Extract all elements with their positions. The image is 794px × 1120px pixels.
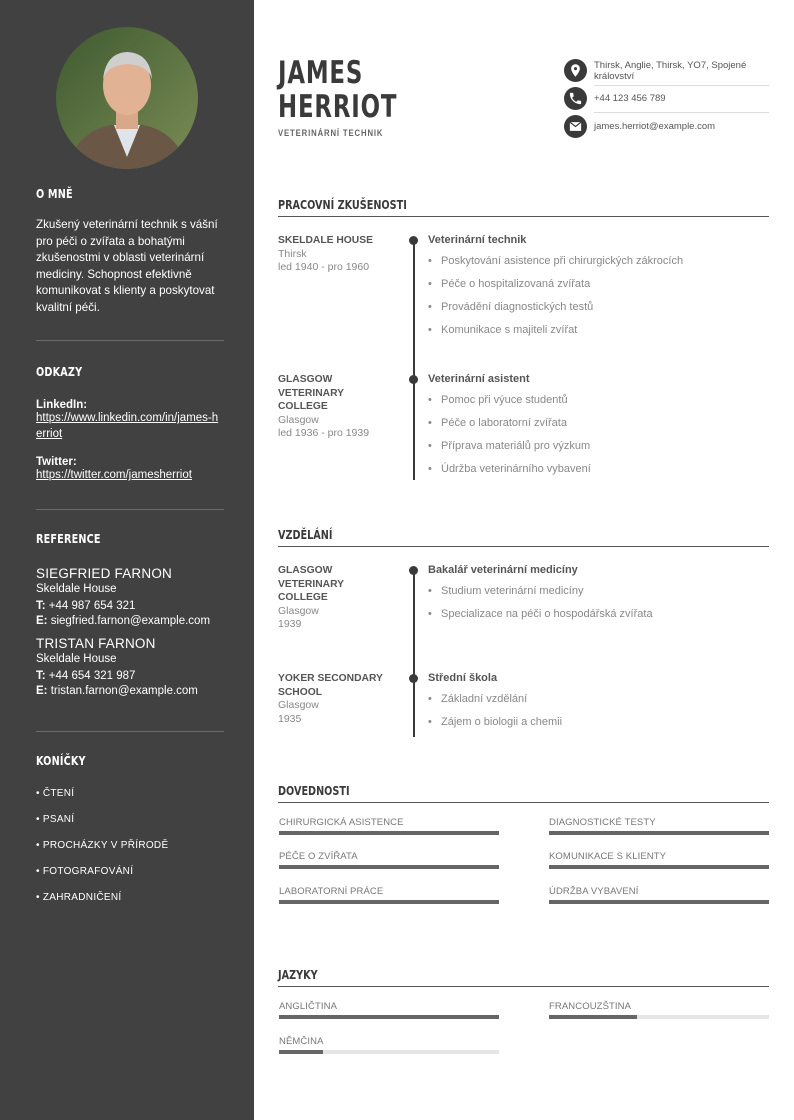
- skill-label: DIAGNOSTICKÉ TESTY: [549, 817, 656, 828]
- list-item: • Pomoc při výuce studentů: [428, 393, 591, 416]
- about-title: O MNĚ: [36, 186, 73, 201]
- twitter-link[interactable]: https://twitter.com/jamesherriot: [36, 469, 192, 481]
- envelope-icon: [564, 115, 587, 138]
- organization-location: Glasgow: [278, 604, 319, 617]
- divider: [36, 340, 224, 341]
- organization-location: Glasgow: [278, 699, 319, 711]
- reference-company: Skeldale House: [36, 583, 117, 595]
- section-rule: [278, 546, 769, 547]
- list-item: • Provádění diagnostických testů: [428, 300, 683, 323]
- skill-bar: [279, 900, 499, 904]
- language-item: [549, 1001, 769, 1012]
- skill-bar: [549, 865, 769, 869]
- skill-bar: [279, 865, 499, 869]
- organization-name: GLASGOW VETERINARY COLLEGE: [278, 374, 344, 412]
- reference-name: TRISTAN FARNON: [36, 636, 156, 651]
- list-item: • Studium veterinární medicíny: [428, 584, 653, 607]
- about-text: Zkušený veterinární technik s vášní pro péči o zvířata a bohatými zkušenostmi v oblasti veterinární mediciny. Schopnost efektivně komunikovat s klienty a poskytovat kvalitní péči.: [36, 218, 218, 314]
- skill-item: [279, 886, 499, 897]
- link-label: Twitter:: [36, 456, 77, 468]
- hobby-item: • FOTOGRAFOVÁNÍ: [36, 866, 134, 877]
- entry-dates: 1935: [278, 712, 302, 725]
- position-title: Veterinární asistent: [428, 373, 530, 385]
- organization-location: Thirsk: [278, 247, 307, 260]
- timeline-line: [413, 570, 415, 737]
- timeline-dot: [409, 674, 418, 683]
- language-label: ANGLIČTINA: [279, 1001, 338, 1012]
- timeline-dot: [409, 375, 418, 384]
- reference-phone: T: +44 654 321 987: [36, 670, 136, 682]
- skill-item: [279, 851, 499, 862]
- entry-dates: 1939: [278, 618, 302, 630]
- degree-title: Střední škola: [428, 672, 498, 684]
- language-item: [279, 1036, 499, 1047]
- timeline-dot: [409, 566, 418, 575]
- entry-dates: led 1936 - pro 1939: [278, 427, 370, 439]
- hobby-item: • PSANÍ: [36, 814, 75, 825]
- list-item: • Péče o hospitalizovaná zvířata: [428, 277, 683, 300]
- degree-title: Bakalář veterinární medicíny: [428, 564, 578, 576]
- language-bar: [279, 1050, 499, 1054]
- position-title: Veterinární technik: [428, 234, 527, 246]
- language-label: FRANCOUZŠTINA: [549, 1001, 632, 1012]
- skill-label: LABORATORNÍ PRÁCE: [279, 886, 384, 897]
- skill-label: CHIRURGICKÁ ASISTENCE: [279, 817, 404, 828]
- list-item: • Specializace na péči o hospodářská zvířata: [428, 607, 653, 630]
- phone-icon: [564, 87, 587, 110]
- address-text: Thirsk, Anglie, Thirsk, YO7, Spojené království: [594, 60, 747, 82]
- language-bar: [279, 1015, 499, 1019]
- divider: [36, 731, 224, 732]
- section-rule: [278, 986, 769, 987]
- languages-title: JAZYKY: [278, 967, 318, 982]
- section-rule: [278, 802, 769, 803]
- link-item-linkedin: [36, 399, 224, 442]
- language-label: NĚMČINA: [279, 1036, 324, 1047]
- sidebar: [0, 0, 254, 1120]
- hobby-item: • PROCHÁZKY V PŘÍRODĚ: [36, 840, 169, 851]
- organization-location: Glasgow: [278, 413, 319, 426]
- skill-label: PÉČE O ZVÍŘATA: [279, 851, 358, 862]
- entry-dates: led 1940 - pro 1960: [278, 261, 370, 273]
- location-pin-icon: [564, 59, 587, 82]
- linkedin-link[interactable]: https://www.linkedin.com/in/james-herriot: [36, 412, 219, 440]
- skill-label: ÚDRŽBA VYBAVENÍ: [549, 886, 639, 897]
- language-bar: [549, 1015, 769, 1019]
- hobbies-title: KONÍČKY: [36, 753, 86, 768]
- hobby-item: • ČTENÍ: [36, 788, 75, 799]
- skill-bar: [549, 831, 769, 835]
- organization-name: SKELDALE HOUSE: [278, 235, 373, 246]
- profile-photo: [56, 27, 198, 169]
- organization-name: GLASGOW VETERINARY COLLEGE: [278, 565, 344, 603]
- references-section: [36, 531, 224, 697]
- skill-item: [279, 817, 499, 828]
- link-item-twitter: [36, 456, 224, 484]
- email-text[interactable]: james.herriot@example.com: [594, 121, 716, 132]
- detail-list: [428, 692, 562, 738]
- list-item: • Příprava materiálů pro výzkum: [428, 439, 591, 462]
- hobby-item: • ZAHRADNIČENÍ: [36, 892, 122, 903]
- about-section: [36, 186, 224, 317]
- skill-item: [549, 851, 769, 862]
- reference-company: Skeldale House: [36, 653, 117, 665]
- skill-bar: [279, 831, 499, 835]
- skill-item: [549, 817, 769, 828]
- reference-name: SIEGFRIED FARNON: [36, 566, 172, 581]
- timeline-line: [413, 240, 415, 480]
- detail-list: [428, 584, 653, 630]
- phone-text: +44 123 456 789: [594, 93, 666, 104]
- task-list: [428, 254, 683, 346]
- organization-name: YOKER SECONDARY SCHOOL: [278, 673, 383, 698]
- skills-title: DOVEDNOSTI: [278, 783, 350, 798]
- person-name: JAMES HERRIOT: [278, 55, 398, 125]
- list-item: • Údržba veterinárního vybavení: [428, 462, 591, 485]
- list-item: • Zájem o biologii a chemii: [428, 715, 562, 738]
- reference-item: [36, 566, 224, 627]
- links-title: ODKAZY: [36, 364, 83, 379]
- reference-email: E: tristan.farnon@example.com: [36, 685, 198, 697]
- divider: [36, 509, 224, 510]
- hobbies-section: [36, 753, 224, 918]
- links-section: [36, 364, 224, 484]
- list-item: • Komunikace s majiteli zvířat: [428, 323, 683, 346]
- list-item: • Základní vzdělání: [428, 692, 562, 715]
- skill-label: KOMUNIKACE S KLIENTY: [549, 851, 667, 862]
- education-title: VZDĚLÁNÍ: [278, 527, 333, 542]
- reference-item: [36, 636, 224, 697]
- task-list: [428, 393, 591, 485]
- list-item: • Péče o laboratorní zvířata: [428, 416, 591, 439]
- link-label: LinkedIn:: [36, 399, 88, 411]
- section-rule: [278, 216, 769, 217]
- references-title: REFERENCE: [36, 531, 101, 546]
- reference-phone: T: +44 987 654 321: [36, 600, 136, 612]
- experience-title: PRACOVNÍ ZKUŠENOSTI: [278, 197, 407, 212]
- skill-bar: [549, 900, 769, 904]
- timeline-dot: [409, 236, 418, 245]
- language-item: [279, 1001, 499, 1012]
- skill-item: [549, 886, 769, 897]
- list-item: • Poskytování asistence při chirurgických zákrocích: [428, 254, 683, 277]
- person-role: VETERINÁRNÍ TECHNIK: [278, 128, 384, 138]
- reference-email: E: siegfried.farnon@example.com: [36, 615, 211, 627]
